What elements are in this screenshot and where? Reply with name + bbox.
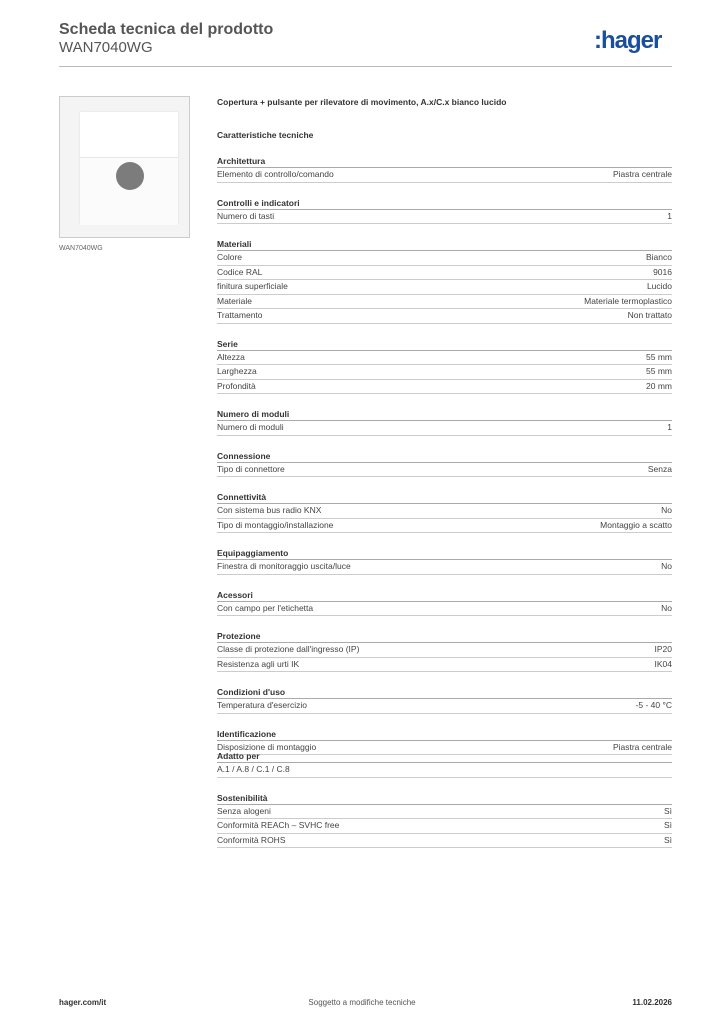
spec-row <box>217 560 672 575</box>
sensor-lens <box>116 162 144 190</box>
spec-value: Piastra centrale <box>612 741 672 752</box>
spec-row <box>217 658 672 673</box>
spec-label: Altezza <box>217 351 245 362</box>
spec-row <box>217 295 672 310</box>
spec-section <box>217 238 672 324</box>
section-title: Architettura <box>217 155 672 168</box>
tech-heading: Caratteristiche tecniche <box>217 130 314 140</box>
spec-row <box>217 699 672 714</box>
spec-label: Resistenza agli urti IK <box>217 658 300 669</box>
spec-row <box>217 763 672 778</box>
section-title: Protezione <box>217 630 672 643</box>
spec-value: Lucido <box>646 281 672 291</box>
spec-label: Materiale <box>217 295 252 306</box>
spec-row <box>217 519 672 534</box>
spec-value: Senza <box>647 463 672 474</box>
spec-row <box>217 351 672 366</box>
spec-label: Conformità ROHS <box>217 834 286 845</box>
section-title: Condizioni d'uso <box>217 686 672 699</box>
spec-label: Profondità <box>217 380 256 391</box>
image-caption: WAN7040WG <box>59 245 103 252</box>
spec-row <box>217 365 672 380</box>
spec-row <box>217 805 672 820</box>
spec-section <box>217 491 672 533</box>
page-title: Scheda tecnica del prodotto <box>59 21 274 38</box>
spec-value: Piastra centrale <box>612 169 672 179</box>
product-description: Copertura + pulsante per rilevatore di movimento, A.x/C.x bianco lucido <box>217 97 507 107</box>
product-code: WAN7040WG <box>59 39 153 56</box>
spec-value: 55 mm <box>646 351 672 362</box>
spec-value: 1 <box>667 210 672 221</box>
spec-value: Sì <box>663 820 672 830</box>
footer-url[interactable]: hager.com/it <box>59 998 107 1007</box>
spec-value: IP20 <box>654 644 672 654</box>
section-title: Connettività <box>217 491 672 504</box>
section-title: Equipaggiamento <box>217 547 672 560</box>
spec-table <box>217 155 672 755</box>
section-title: Identificazione <box>217 728 672 741</box>
spec-row <box>217 463 672 478</box>
spec-section <box>217 547 672 575</box>
spec-label: Tipo di connettore <box>217 463 285 474</box>
spec-row <box>217 602 672 617</box>
spec-section <box>217 589 672 617</box>
spec-section <box>217 338 672 395</box>
section-title: Adatto per <box>217 750 672 763</box>
section-title: Controlli e indicatori <box>217 197 672 210</box>
spec-section <box>217 408 672 436</box>
spec-label: Codice RAL <box>217 266 263 277</box>
spec-label: Trattamento <box>217 310 263 320</box>
spec-row <box>217 251 672 266</box>
spec-row <box>217 819 672 834</box>
spec-row <box>217 504 672 519</box>
spec-section <box>217 792 672 849</box>
spec-row <box>217 421 672 436</box>
spec-value: Non trattato <box>627 310 672 320</box>
spec-label: Temperatura d'esercizio <box>217 700 307 710</box>
spec-label: Larghezza <box>217 366 257 376</box>
spec-label: Numero di moduli <box>217 422 284 432</box>
spec-section <box>217 750 672 778</box>
spec-value: Sì <box>663 834 672 845</box>
spec-label: Disposizione di montaggio <box>217 741 317 752</box>
section-title: Sostenibilità <box>217 792 672 805</box>
spec-label: Classe di protezione dall'ingresso (IP) <box>217 644 360 654</box>
spec-label: Elemento di controllo/comando <box>217 169 334 179</box>
spec-label: Finestra di monitoraggio uscita/luce <box>217 561 351 571</box>
spec-row <box>217 643 672 658</box>
spec-row <box>217 210 672 225</box>
spec-section <box>217 155 672 183</box>
spec-label: Tipo di montaggio/installazione <box>217 519 334 530</box>
section-title: Serie <box>217 338 672 351</box>
spec-value: Materiale termoplastico <box>584 295 672 306</box>
spec-section <box>217 686 672 714</box>
spec-label: Conformità REACh – SVHC free <box>217 820 340 830</box>
spec-row <box>217 380 672 395</box>
spec-label: Con campo per l'etichetta <box>217 602 314 613</box>
spec-label: Con sistema bus radio KNX <box>217 505 322 515</box>
spec-label: finitura superficiale <box>217 281 288 291</box>
spec-value: Sì <box>663 805 672 816</box>
spec-row <box>217 834 672 849</box>
spec-label: Numero di tasti <box>217 210 275 221</box>
cover-plate <box>80 112 178 224</box>
spec-table-suitability <box>217 750 672 848</box>
spec-value: Montaggio a scatto <box>600 519 672 530</box>
spec-row <box>217 266 672 281</box>
spec-row <box>217 168 672 183</box>
spec-value: 1 <box>667 422 672 432</box>
spec-value: IK04 <box>654 658 672 669</box>
spec-row <box>217 280 672 295</box>
spec-section <box>217 630 672 672</box>
section-title: Materiali <box>217 238 672 251</box>
spec-value: No <box>661 602 672 613</box>
spec-value: 55 mm <box>646 366 672 376</box>
spec-value: -5 - 40 °C <box>635 700 672 710</box>
footer-date: 11.02.2026 <box>632 998 672 1007</box>
spec-row <box>217 309 672 324</box>
spec-value: No <box>661 561 672 571</box>
spec-value: No <box>661 505 672 515</box>
footer-note: Soggetto a modifiche tecniche <box>308 998 416 1007</box>
header-divider <box>59 66 672 67</box>
spec-value: Bianco <box>646 252 672 262</box>
spec-section <box>217 450 672 478</box>
spec-section <box>217 197 672 225</box>
spec-value: 9016 <box>653 266 672 277</box>
product-image <box>59 96 190 238</box>
section-title: Acessori <box>217 589 672 602</box>
hager-logo: :hager <box>594 27 662 54</box>
spec-label: A.1 / A.8 / C.1 / C.8 <box>217 764 290 774</box>
section-title: Connessione <box>217 450 672 463</box>
section-title: Numero di moduli <box>217 408 672 421</box>
spec-label: Senza alogeni <box>217 805 271 816</box>
spec-value: 20 mm <box>646 380 672 391</box>
spec-label: Colore <box>217 252 243 262</box>
